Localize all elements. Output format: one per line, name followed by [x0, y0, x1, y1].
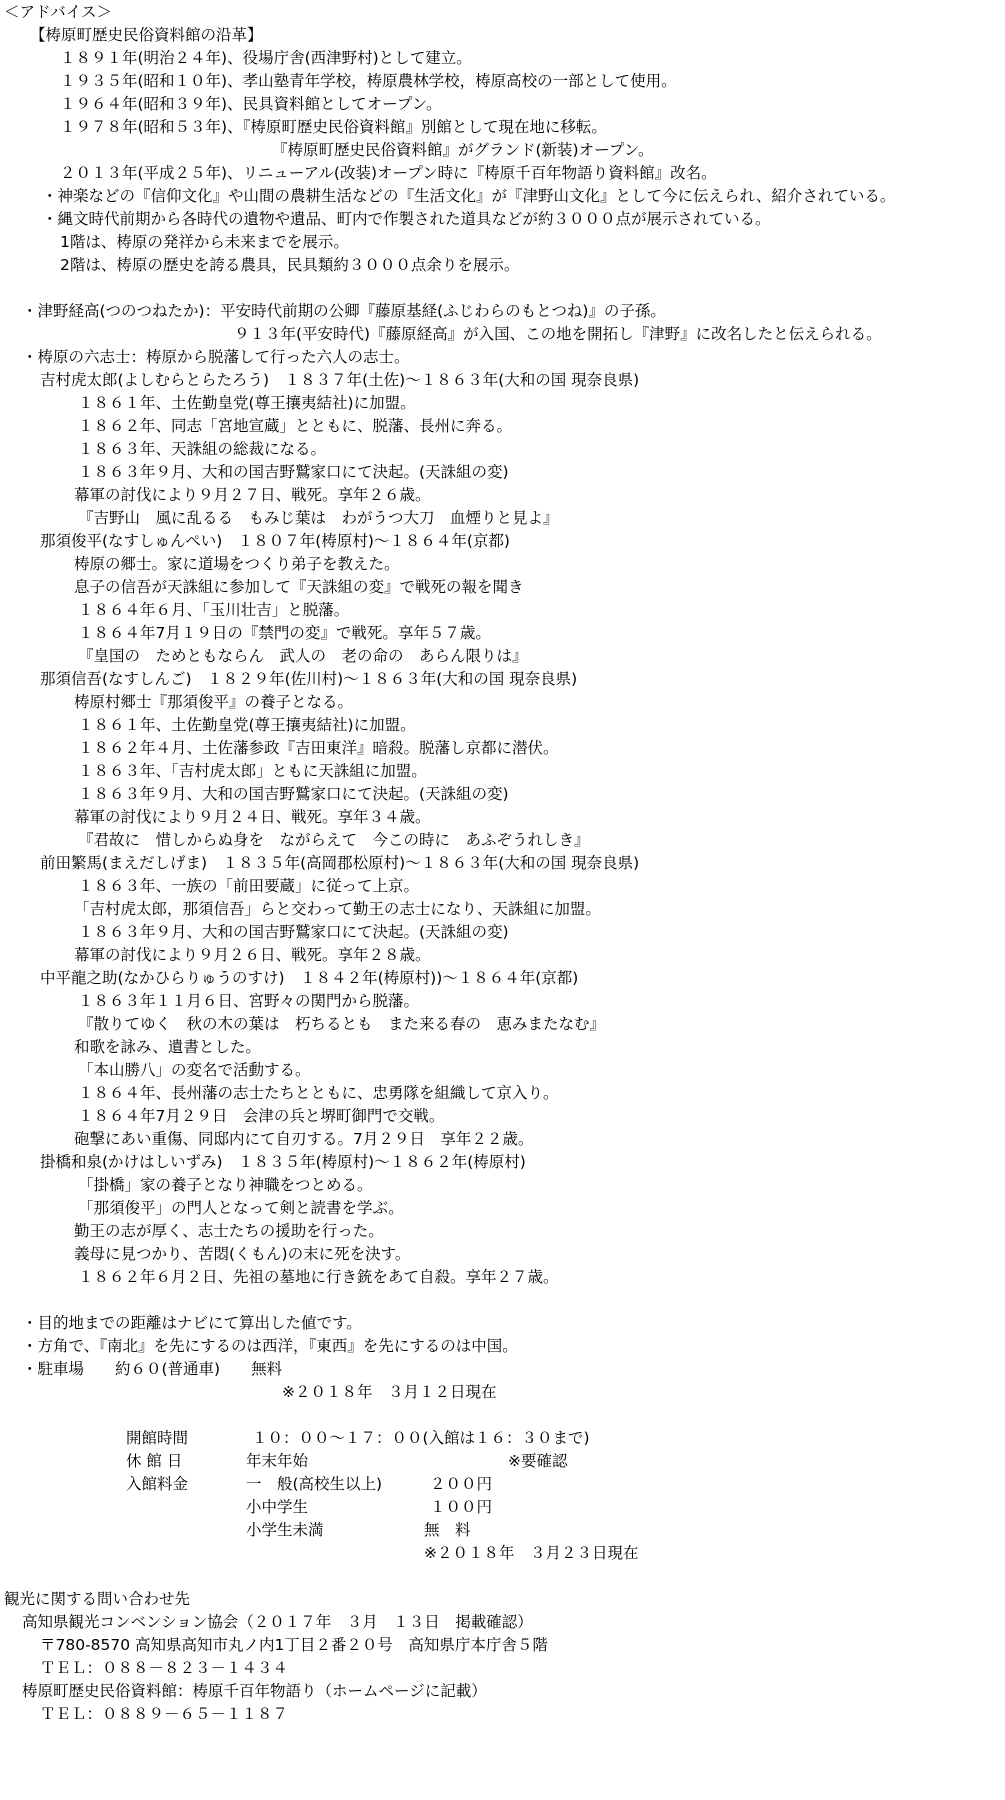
- contact-phone: ＴＥＬ：０８８９－６５－１１８７: [40, 1705, 289, 1723]
- tsuno-tsunetaka-detail: ９１３年(平安時代)『藤原経高』が入国、この地を開拓し『津野』に改名したと伝えられる。: [234, 325, 882, 343]
- patriot-detail: １８６４年7月１９日の『禁門の変』で戦死。享年５７歳。: [78, 624, 491, 642]
- floor-info: 2階は、梼原の歴史を誇る農具，民具類約３０００点余りを展示。: [60, 256, 520, 274]
- opening-hours-value: １０：００～１７：００(入館は１６：３０まで): [252, 1429, 590, 1447]
- history-line: ２０１３年(平成２５年)、リニューアル(改装)オープン時に『梼原千百年物語り資料館』改名。: [60, 164, 717, 182]
- patriot-detail: 「掛橋」家の養子となり神職をつとめる。: [78, 1176, 373, 1194]
- patriot-detail: 梼原の郷士。家に道場をつくり弟子を教えた。: [74, 555, 400, 573]
- patriot-detail: 義母に見つかり、苦悶(くもん)の末に死を決す。: [74, 1245, 411, 1263]
- admission-label: 入館料金: [126, 1475, 189, 1493]
- closed-days-label: 休 館 日: [126, 1452, 183, 1470]
- patriot-detail: 幕軍の討伐により９月２６日、戦死。享年２８歳。: [74, 946, 431, 964]
- contact-phone: ＴＥＬ：０８８－８２３－１４３４: [40, 1659, 289, 1677]
- patriot-detail: 幕軍の討伐により９月２４日、戦死。享年３４歳。: [74, 808, 431, 826]
- parking-info: ・駐車場 約６０(普通車) 無料: [22, 1360, 283, 1378]
- museum-history-heading: 【梼原町歴史民俗資料館の沿革】: [30, 26, 263, 44]
- patriot-detail: １８６４年7月２９日 会津の兵と堺町御門で交戦。: [78, 1107, 445, 1125]
- history-line: １９６４年(昭和３９年)、民具資料館としてオープン。: [60, 95, 442, 113]
- culture-bullet: ・神楽などの『信仰文化』や山間の農耕生活などの『生活文化』が『津野山文化』として今に伝えられ、紹介されている。: [42, 187, 896, 205]
- history-line: １９３５年(昭和１０年)、孝山塾青年学校，梼原農林学校，梼原高校の一部として使用。: [60, 72, 677, 90]
- admission-child-label: 小学生未満: [246, 1521, 324, 1539]
- patriot-heading: 掛橋和泉(かけはしいずみ) １８３５年(梼原村)～１８６２年(梼原村): [40, 1153, 526, 1171]
- patriot-detail: １８６２年４月、土佐藩参政『吉田東洋』暗殺。脱藩し京都に潜伏。: [78, 739, 559, 757]
- admission-student-price: １００円: [430, 1498, 493, 1516]
- patriot-detail: １８６３年９月、大和の国吉野鷲家口にて決起。(天誅組の変): [78, 923, 509, 941]
- patriot-heading: 中平龍之助(なかひらりゅうのすけ) １８４２年(梼原村))～１８６４年(京都): [40, 969, 579, 987]
- patriot-detail: １８６１年、土佐勤皇党(尊王攘夷結社)に加盟。: [78, 394, 416, 412]
- patriot-detail: 「那須俊平」の門人となって剣と読書を学ぶ。: [78, 1199, 404, 1217]
- admission-student-label: 小中学生: [246, 1498, 309, 1516]
- patriot-detail: １８６４年６月、「玉川壮吉」と脱藩。: [78, 601, 350, 619]
- floor-info: 1階は、梼原の発祥から未来までを展示。: [60, 233, 349, 251]
- patriot-heading: 那須信吾(なすしんご) １８２９年(佐川村)～１８６３年(大和の国 現奈良県): [40, 670, 578, 688]
- admission-child-price: 無 料: [424, 1521, 471, 1539]
- closed-days-value: 年末年始: [246, 1452, 309, 1470]
- patriot-detail: 砲撃にあい重傷、同邸内にて自刃する。7月２９日 享年２２歳。: [74, 1130, 534, 1148]
- advice-heading: ＜アドバイス＞: [4, 3, 113, 21]
- patriot-detail: 勤王の志が厚く、志士たちの援助を行った。: [74, 1222, 384, 1240]
- contact-org: 高知県観光コンベンション協会（２０１７年 ３月 １３日 掲載確認）: [22, 1613, 533, 1631]
- history-line: １８９１年(明治２４年)、役場庁舎(西津野村)として建立。: [60, 49, 472, 67]
- tsuno-tsunetaka-bullet: ・津野経高(つのつねたか)：平安時代前期の公卿『藤原基経(ふじわらのもとつね)』の子孫。: [22, 302, 666, 320]
- patriot-detail: １８６１年、土佐勤皇党(尊王攘夷結社)に加盟。: [78, 716, 416, 734]
- patriot-heading: 那須俊平(なすしゅんぺい) １８０７年(梼原村)～１８６４年(京都): [40, 532, 510, 550]
- patriot-poem: 『皇国の ためともならん 武人の 老の命の あらん限りは』: [78, 647, 528, 665]
- closed-days-note: ※要確認: [508, 1452, 568, 1470]
- patriot-detail: １８６３年１１月６日、宮野々の関門から脱藩。: [78, 992, 420, 1010]
- history-line: １９７８年(昭和５３年)、『梼原町歴史民俗資料館』別館として現在地に移転。: [60, 118, 607, 136]
- patriot-detail: １８６２年６月２日、先祖の墓地に行き銃をあて自殺。享年２７歳。: [78, 1268, 559, 1286]
- patriot-detail: 「吉村虎太郎，那須信吾」らと交わって勤王の志士になり、天誅組に加盟。: [74, 900, 601, 918]
- parking-date-note: ※２０１８年 ３月１２日現在: [282, 1383, 497, 1401]
- patriot-detail: 和歌を詠み、遺書とした。: [74, 1038, 261, 1056]
- patriot-detail: 息子の信吾が天誅組に参加して『天誅組の変』で戦死の報を聞き: [74, 578, 524, 596]
- tourism-contact-heading: 観光に関する問い合わせ先: [4, 1590, 191, 1608]
- history-line: 『梼原町歴史民俗資料館』がグランド(新装)オープン。: [272, 141, 654, 159]
- patriot-detail: 梼原村郷士『那須俊平』の養子となる。: [74, 693, 354, 711]
- patriot-poem: 『吉野山 風に乱るる もみじ葉は わがうつ大刀 血煙りと見よ』: [78, 509, 559, 527]
- patriot-heading: 吉村虎太郎(よしむらとらたろう) １８３７年(土佐)～１８６３年(大和の国 現奈良県): [40, 371, 640, 389]
- contact-org: 梼原町歴史民俗資料館：梼原千百年物語り（ホームページに記載）: [22, 1682, 487, 1700]
- admission-adult-price: ２００円: [430, 1475, 493, 1493]
- admission-date-note: ※２０１８年 ３月２３日現在: [424, 1544, 639, 1562]
- patriot-poem: 『散りてゆく 秋の木の葉は 朽ちるとも また来る春の 恵みまたなむ』: [78, 1015, 606, 1033]
- patriot-detail: １８６３年、一族の「前田要蔵」に従って上京。: [78, 877, 420, 895]
- six-patriots-bullet: ・梼原の六志士：梼原から脱藩して行った六人の志士。: [22, 348, 410, 366]
- admission-adult-label: 一 般(高校生以上): [246, 1475, 383, 1493]
- patriot-detail: １８６３年、「吉村虎太郎」ともに天誅組に加盟。: [78, 762, 427, 780]
- patriot-detail: １８６３年９月、大和の国吉野鷲家口にて決起。(天誅組の変): [78, 785, 509, 803]
- direction-note: ・方角で、『南北』を先にするのは西洋，『東西』を先にするのは中国。: [22, 1337, 518, 1355]
- patriot-detail: １８６３年９月、大和の国吉野鷲家口にて決起。(天誅組の変): [78, 463, 509, 481]
- opening-hours-label: 開館時間: [126, 1429, 189, 1447]
- exhibit-bullet: ・縄文時代前期から各時代の遺物や遺品、町内で作製された道具などが約３０００点が展示されている。: [42, 210, 771, 228]
- patriot-detail: １８６３年、天誅組の総裁になる。: [78, 440, 327, 458]
- patriot-detail: 幕軍の討伐により９月２７日、戦死。享年２６歳。: [74, 486, 431, 504]
- patriot-detail: １８６２年、同志「宮地宣蔵」とともに、脱藩、長州に奔る。: [78, 417, 513, 435]
- contact-address: 〒780-8570 高知県高知市丸ノ内1丁目２番２０号 高知県庁本庁舎５階: [40, 1636, 548, 1654]
- patriot-detail: １８６４年、長州藩の志士たちとともに、忠勇隊を組織して京入り。: [78, 1084, 559, 1102]
- patriot-detail: 「本山勝八」の変名で活動する。: [78, 1061, 311, 1079]
- patriot-poem: 『君故に 惜しからぬ身を ながらえて 今この時に あふぞうれしき』: [78, 831, 590, 849]
- patriot-heading: 前田繁馬(まえだしげま) １８３５年(高岡郡松原村)～１８６３年(大和の国 現奈良県): [40, 854, 640, 872]
- distance-note: ・目的地までの距離はナビにて算出した値です。: [22, 1314, 362, 1332]
